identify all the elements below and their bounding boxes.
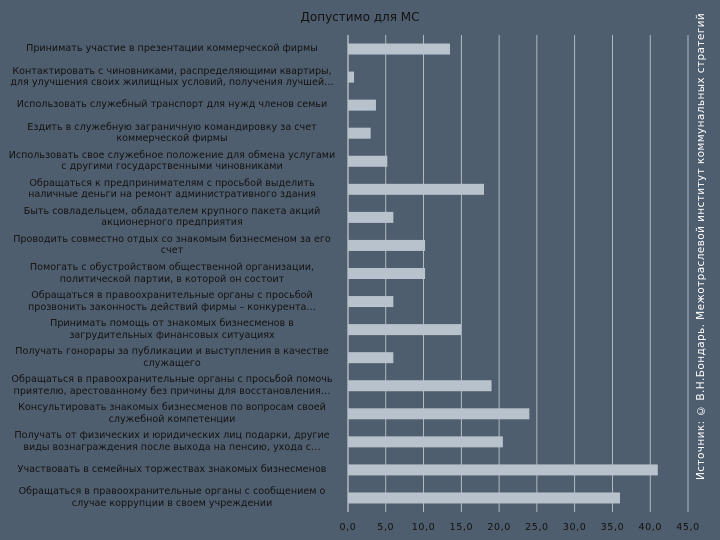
bar: [348, 156, 387, 167]
category-label: Использовать свое служебное положение для обмена услугами с другими государственными чиновниками: [8, 149, 336, 173]
x-tick-label: 35,0: [600, 522, 625, 533]
bar: [348, 212, 393, 223]
category-label: Обращаться в правоохранительные органы с просьбой прозвонить законность действий фирмы – конкурента…: [27, 290, 317, 313]
bar: [348, 464, 658, 475]
bar: [348, 128, 371, 139]
x-tick-label: 20,0: [487, 522, 511, 533]
category-label: Консультировать знакомых бизнесменов по вопросам своей служебной компетенции: [18, 402, 326, 425]
category-label: Обращаться к предпринимателям с просьбой выделить наличные деньги на ремонт административного здания: [28, 177, 316, 201]
x-tick-label: 25,0: [525, 522, 549, 533]
category-label: Проводить совместно отдых со знакомым бизнесменом за его счет: [13, 233, 331, 257]
category-label: Принимать помощь от знакомых бизнесменов в загрудительных финансовых ситуациях: [50, 318, 294, 341]
category-label: Быть совладельцем, обладателем крупного пакета акций акционерного предприятия: [23, 205, 321, 229]
bar: [348, 380, 492, 391]
chart-title: Допустимо для МС: [300, 10, 420, 24]
category-label: Участвовать в семейных торжествах знакомых бизнесменов: [17, 464, 327, 476]
bar: [348, 240, 425, 251]
category-label: Принимать участие в презентации коммерческой фирмы: [26, 43, 318, 55]
category-label: Использовать служебный транспорт для нужд членов семьи: [16, 99, 328, 111]
x-tick-label: 5,0: [377, 522, 395, 533]
x-tick-label: 45,0: [676, 522, 700, 533]
x-tick-label: 30,0: [562, 522, 587, 533]
bar: [348, 408, 529, 419]
bar: [348, 296, 393, 307]
bar: [348, 100, 376, 111]
bar: [348, 492, 620, 503]
bar: [348, 72, 354, 83]
category-label: Получать гонорары за публикации и выступления в качестве служащего: [15, 346, 329, 369]
category-label: Помогать с обустройством общественной организации, политической партии, в которой он состоит: [29, 262, 315, 285]
category-label: Контактировать с чиновниками, распределяющими квартиры, для улучшения своих жилищных условий, получения лучшей…: [10, 65, 334, 89]
x-tick-label: 0,0: [339, 522, 357, 533]
bar: [348, 268, 425, 279]
bar: [348, 44, 450, 55]
source-note: Источник: © В.Н.Бондарь. Межотраслевой институт коммунальных стратегий: [695, 12, 707, 480]
category-label: Ездить в служебную заграничную командировку за счет коммерческой фирмы: [27, 121, 317, 145]
x-tick-label: 15,0: [449, 522, 474, 533]
category-label: Обращаться в правоохранительные органы с сообщением о случае коррупции в своем учреждении: [18, 486, 326, 509]
x-tick-label: 40,0: [638, 522, 662, 533]
bar: [348, 324, 461, 335]
category-label: Получать от физических и юридических лиц подарки, другие виды вознаграждения после выхода на пенсию, ухода с…: [14, 430, 330, 453]
x-tick-label: 10,0: [411, 522, 436, 533]
category-label: Обращаться в правоохранительные органы с просьбой помочь приятелю, арестованному без причины для восстановления…: [11, 374, 333, 397]
bar: [348, 352, 393, 363]
bar: [348, 436, 503, 447]
bar: [348, 184, 484, 195]
